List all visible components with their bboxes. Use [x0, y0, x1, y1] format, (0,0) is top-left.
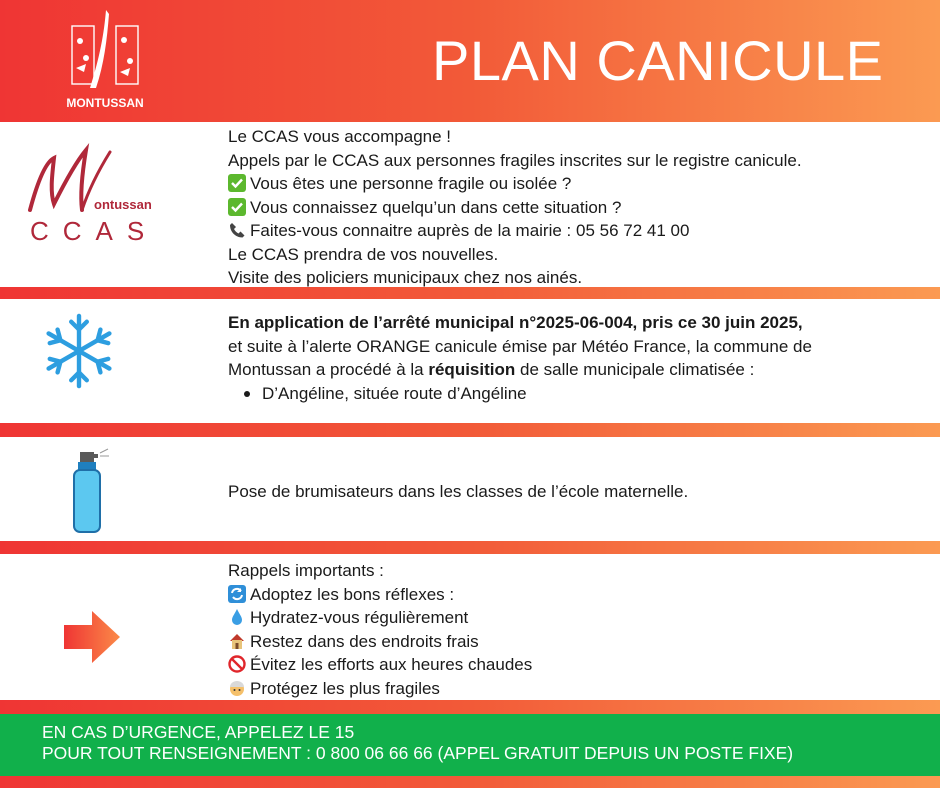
prohibited-icon [228, 655, 246, 673]
requisition-line-2: et suite à l’alerte ORANGE canicule émise par Météo France, la commune de [228, 336, 812, 356]
ccas-line-2: Appels par le CCAS aux personnes fragiles inscrites sur le registre canicule. [228, 150, 802, 170]
check-icon [228, 174, 246, 192]
bottom-banner [0, 776, 940, 788]
ccas-line-1: Le CCAS vous accompagne ! [228, 127, 452, 146]
reminders-text [228, 559, 532, 700]
ccas-logo-word: ontussan [94, 197, 152, 212]
list-item: Protégez les plus fragiles [228, 677, 532, 701]
logo-text: MONTUSSAN [66, 96, 144, 110]
reminders-heading: Rappels importants : [228, 561, 384, 580]
montussan-logo [60, 6, 150, 112]
cycle-icon [228, 585, 246, 603]
separator-4 [0, 700, 940, 714]
ccas-line-5: Faites-vous connaitre auprès de la mairie : 05 56 72 41 00 [228, 219, 802, 243]
check-icon [228, 198, 246, 216]
emergency-footer [0, 714, 940, 776]
separator-2 [0, 423, 940, 437]
info-line: POUR TOUT RENSEIGNEMENT : 0 800 06 66 66 (APPEL GRATUIT DEPUIS UN POSTE FIXE) [42, 743, 794, 763]
arrow-right-icon [64, 609, 120, 665]
list-item: D’Angéline, située route d’Angéline [228, 382, 812, 406]
ccas-logo [24, 140, 164, 250]
elder-icon [228, 679, 246, 697]
spray-bottle-icon [68, 448, 112, 534]
requisition-text [228, 311, 812, 405]
ccas-line-3: Vous êtes une personne fragile ou isolée ? [228, 172, 802, 196]
separator-3 [0, 541, 940, 554]
phone-icon [228, 221, 246, 239]
snowflake-icon [40, 312, 118, 390]
separator-1 [0, 287, 940, 299]
ccas-line-7: Visite des policiers municipaux chez nos ainés. [228, 268, 583, 287]
droplet-icon [228, 608, 246, 626]
list-item: Hydratez-vous régulièrement [228, 606, 532, 630]
list-item: Restez dans des endroits frais [228, 630, 532, 654]
house-icon [228, 632, 246, 650]
requisition-line-3: Montussan a procédé à la réquisition de salle municipale climatisée : [228, 360, 755, 379]
ccas-logo-letters: CCAS [30, 216, 159, 246]
ccas-line-4: Vous connaissez quelqu’un dans cette situation ? [228, 196, 802, 220]
ccas-line-6: Le CCAS prendra de vos nouvelles. [228, 244, 499, 264]
page-title: PLAN CANICULE [432, 29, 884, 92]
list-item: Évitez les efforts aux heures chaudes [228, 653, 532, 677]
list-item: Adoptez les bons réflexes : [228, 583, 532, 607]
requisition-line-1: En application de l’arrêté municipal n°2025-06-004, pris ce 30 juin 2025, [228, 313, 803, 332]
emergency-line: EN CAS D’URGENCE, APPELEZ LE 15 [42, 722, 355, 742]
mister-text: Pose de brumisateurs dans les classes de l’école maternelle. [228, 482, 689, 501]
ccas-text [228, 125, 802, 290]
